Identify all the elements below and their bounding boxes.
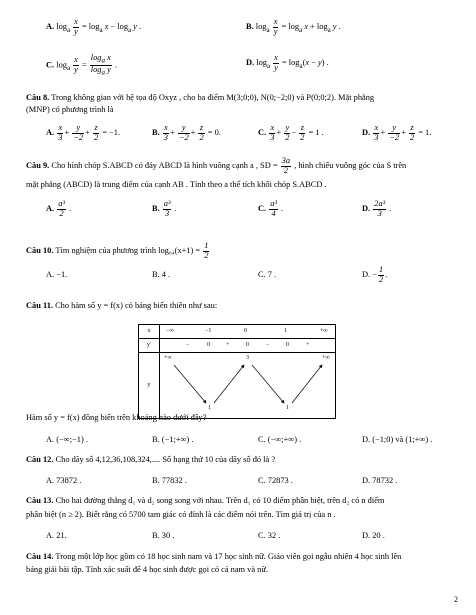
q8-option-b: B. $\frac{x}{3}$ + $\frac{y}{-2}$ + $\frac{z}{2}$ = 0. — [152, 123, 221, 142]
table-x-label: x — [139, 325, 160, 339]
q8-text-line1 — [26, 93, 374, 104]
q13-option-a: A. 21. — [46, 531, 67, 540]
q10-option-c: C. 7 . — [258, 270, 277, 279]
q10-text: Câu 10. Tìm nghiệm của phương trình log₆₄(x+1) = $\frac{1}{2}$ — [26, 241, 209, 260]
q13-text-line1: Câu 13. Cho hai đường thẳng d₁ và d₂ song song với nhau. Trên d₁ có 10 điểm phân biệt, trên d₂ có n điểm — [26, 496, 385, 505]
q11-option-b: B. (−1;+∞) . — [152, 435, 194, 444]
q11-option-a: A. (−∞;−1) . — [46, 435, 88, 444]
q7-option-d: D. $\log_a$ $\frac{x}{y}$ = $\log_a(x - y)$ . — [246, 53, 329, 72]
q11-option-d: D. (−1;0) và (1;+∞) . — [362, 435, 433, 444]
q10-option-d: D. − $\frac{1}{2}$ . — [362, 265, 388, 284]
table-x-row: −∞ −1 0 1 +∞ — [160, 325, 336, 339]
q8-label: Câu 8. — [26, 93, 50, 102]
q10-option-a: A. −1. — [46, 270, 68, 279]
q13-option-b: B. 30 . — [152, 531, 175, 540]
variation-arrows — [160, 353, 336, 417]
q9-option-d: D. $\frac{\text{2a³}}{3}$ . — [362, 199, 392, 218]
q7-option-b: B. $\log_a$ $\frac{x}{y}$ = $\log_a x + \log_a y$ . — [246, 17, 341, 36]
q10-option-b: B. 4 . — [152, 270, 171, 279]
page-number: 2 — [454, 595, 458, 604]
q9-text-line1: Câu 9. Cho hình chóp S.ABCD có đáy ABCD là hình vuông cạnh a , SD = $\frac{3a}{2}$ , hình chiếu vuông góc của S trên — [26, 156, 407, 175]
variation-table — [138, 324, 336, 419]
q8-text-line2: (MNP) có phương trình là — [26, 105, 114, 114]
q9-option-c: C. $\frac{\text{a³}}{4}$ . — [258, 199, 284, 218]
q12-option-a: A. 73872 . — [46, 476, 82, 485]
q9-text-line2: mặt phẳng (ABCD) là trung điểm của cạnh AB . Tính theo a thể tích khối chóp S.ABCD . — [26, 180, 327, 189]
table-y-row: +∞ 3 +∞ 1 1 — [160, 353, 336, 419]
q9-option-b: B. $\frac{\text{a³}}{3}$ . — [152, 199, 177, 218]
table-y-label: y — [139, 353, 160, 419]
q14-text-line2: bảng giải bài tập. Tính xác suất để 4 học sinh được gọi có cả nam và nữ. — [26, 565, 268, 574]
q11-text: Câu 11. Cho hàm số y = f(x) có bảng biến thiên như sau: — [26, 301, 218, 310]
q8-text1: Trong không gian với hệ tọa độ Oxyz , cho ba điểm M(3;0;0), N(0;−2;0) và P(0;0;2). Mặt phẳng — [51, 93, 375, 102]
q13-option-d: D. 20 . — [362, 531, 385, 540]
q7-option-c: C. $\log_a$ $\frac{x}{y}$ = $\frac{\log_a x}{\log_a y}$ . — [46, 53, 117, 77]
table-yprime-label: y′ — [139, 339, 160, 353]
q14-text-line1: Câu 14. Trong một lớp học gồm có 18 học sinh nam và 17 học sinh nữ. Giáo viên gọi ngẫu nhiên 4 học sinh lên — [26, 552, 402, 561]
q13-text-line2: phân biệt (n ≥ 2). Biết rằng có 5700 tam giác có đỉnh là các điểm nói trên. Tìm giá trị của n . — [26, 510, 336, 519]
q12-option-b: B. 77832 . — [152, 476, 187, 485]
q12-text: Câu 12. Cho dãy số 4,12,36,108,324,.... Số hạng thứ 10 của dãy số đó là ? — [26, 455, 276, 464]
q7-option-a: A. $\log_a$ $\frac{x}{y}$ = $\log_a x - \log_a y$ . — [46, 17, 142, 36]
q8-option-a: A. $\frac{x}{3}$ + $\frac{y}{-2}$ + $\frac{z}{2}$ = −1. — [46, 123, 121, 142]
q12-option-d: D. 78732 . — [362, 476, 398, 485]
q13-option-c: C. 32 . — [258, 531, 281, 540]
q8-option-c: C. $\frac{x}{3}$ + $\frac{y}{2}$ − $\frac{z}{2}$ = 1 . — [258, 123, 324, 142]
table-yprime-row: − 0 + 0 − 0 + — [160, 339, 336, 353]
q9-option-a: A. $\frac{\text{a³}}{2}$ . — [46, 199, 72, 218]
q11-option-c: C. (−∞;+∞) . — [258, 435, 302, 444]
q8-option-d: D. $\frac{x}{3}$ + $\frac{y}{-2}$ + $\frac{z}{2}$ = 1. — [362, 123, 432, 142]
q12-option-c: C. 72873 . — [258, 476, 293, 485]
q11-question: Hàm số y = f(x) đồng biến trên khoảng nào dưới đây? — [26, 413, 207, 422]
